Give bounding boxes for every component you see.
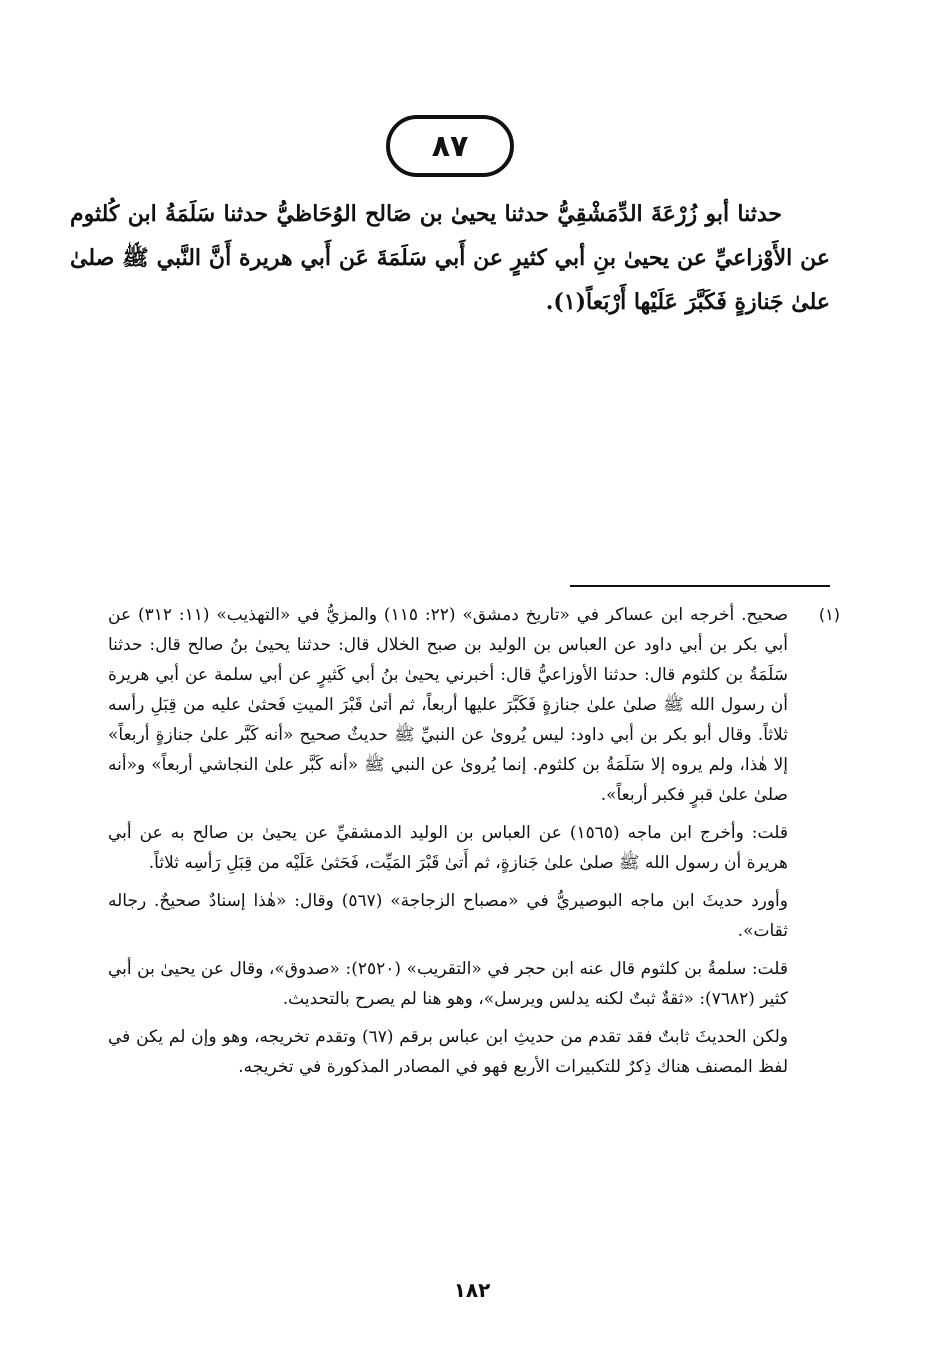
footnote-paragraph: قلت: سلمةُ بن كلثوم قال عنه ابن حجر في «التقريب» (٢٥٢٠): «صدوق»، وقال عن يحيىٰ بن أبي كثير (٧٦٨٢): «ثقةٌ ثبتٌ لكنه يدلس ويرسل»، وهو هنا لم يصرح بالتحديث. [108, 959, 788, 1009]
footnote-paragraph: صحيح. أخرجه ابن عساكر في «تاريخ دمشق» (٢٢: ١١٥) والمزيُّ في «التهذيب» (١١: ٣١٢) عن أبي بكر بن أبي داود عن العباس بن الوليد بن صبح الخلال قال: حدثنا يحيىٰ بنُ صالح قال: حدثنا سَلَمَةُ بن كلثوم قال: حدثنا الأوزاعيُّ قال: أخبرني يحيىٰ بنُ أبي كَثيرٍ عن أبي سلمة عن أبي هريرة أن رسول الله ﷺ صلىٰ علىٰ جنازةٍ فَكَبَّرَ عليها أربعاً، ثم أتىٰ قَبْرَ الميتِ فَحثىٰ عليه من قِبَلِ رأسه ثلاثاً. وقال أبو بكر بن أبي داود: ليس يُروىٰ عن النبيِّ ﷺ حديثٌ صحيح «أنه كَبَّر علىٰ جنازةٍ أربعاً» إلا هٰذا، ولم يروه إلا سَلَمَةُ بن كلثوم. إنما يُروىٰ عن النبي ﷺ «أنه كَبَّر علىٰ النجاشي أربعاً» و«أنه صلىٰ علىٰ قبرٍ فكبر أربعاً». [108, 605, 789, 805]
hadith-number-badge [386, 115, 514, 177]
footnote-paragraph: وأورد حديثَ ابن ماجه البوصيريُّ في «مصباح الزجاجة» (٥٦٧) وقال: «هٰذا إسنادٌ صحيحٌ. رجاله ثقات». [108, 891, 788, 941]
hadith-paragraph: حدثنا أبو زُرْعَةَ الدِّمَشْقِيُّ حدثنا يحيىٰ بن صَالح الوُحَاظيُّ حدثنا سَلَمَةُ ابن كُلثوم عن الأَوْزاعيِّ عن يحيىٰ بنِ أبي كثيرٍ عن أَبي سَلَمَةَ عَن أَبي هريرة أَنَّ النَّبي ﷺ صلىٰ علىٰ جَنازةٍ فَكَبَّرَ عَلَيْها أَرْبَعاً(١). [70, 201, 830, 315]
hadith-number: ٨٧ [431, 128, 469, 164]
footnote-paragraph: قلت: وأخرج ابن ماجه (١٥٦٥) عن العباس بن الوليد الدمشقيِّ عن يحيىٰ بن صالح به عن أبي هريرة أن رسول الله ﷺ صلىٰ علىٰ جَنازةٍ، ثم أَتىٰ قَبْرَ المَيِّت، فَحَثىٰ عَلَيْه من قِبَلِ رَأسِه ثلاثاً. [108, 823, 788, 873]
footnotes [108, 600, 840, 1090]
page-number: ١٨٢ [453, 1278, 491, 1302]
footnote-body [108, 600, 788, 1090]
footnote-number: (١) [818, 605, 840, 624]
footnote-divider [570, 585, 830, 587]
hadith-text [70, 192, 830, 324]
footnote-paragraph: ولكن الحديثَ ثابتٌ فقد تقدم من حديثِ ابن عباس برقم (٦٧) وتقدم تخريجه، وهو وإن لم يكن في لفظ المصنف هناك ذِكرٌ للتكبيرات الأربع فهو في المصادر المذكورة في تخريجه. [108, 1027, 788, 1077]
footnote-1 [108, 600, 840, 1090]
